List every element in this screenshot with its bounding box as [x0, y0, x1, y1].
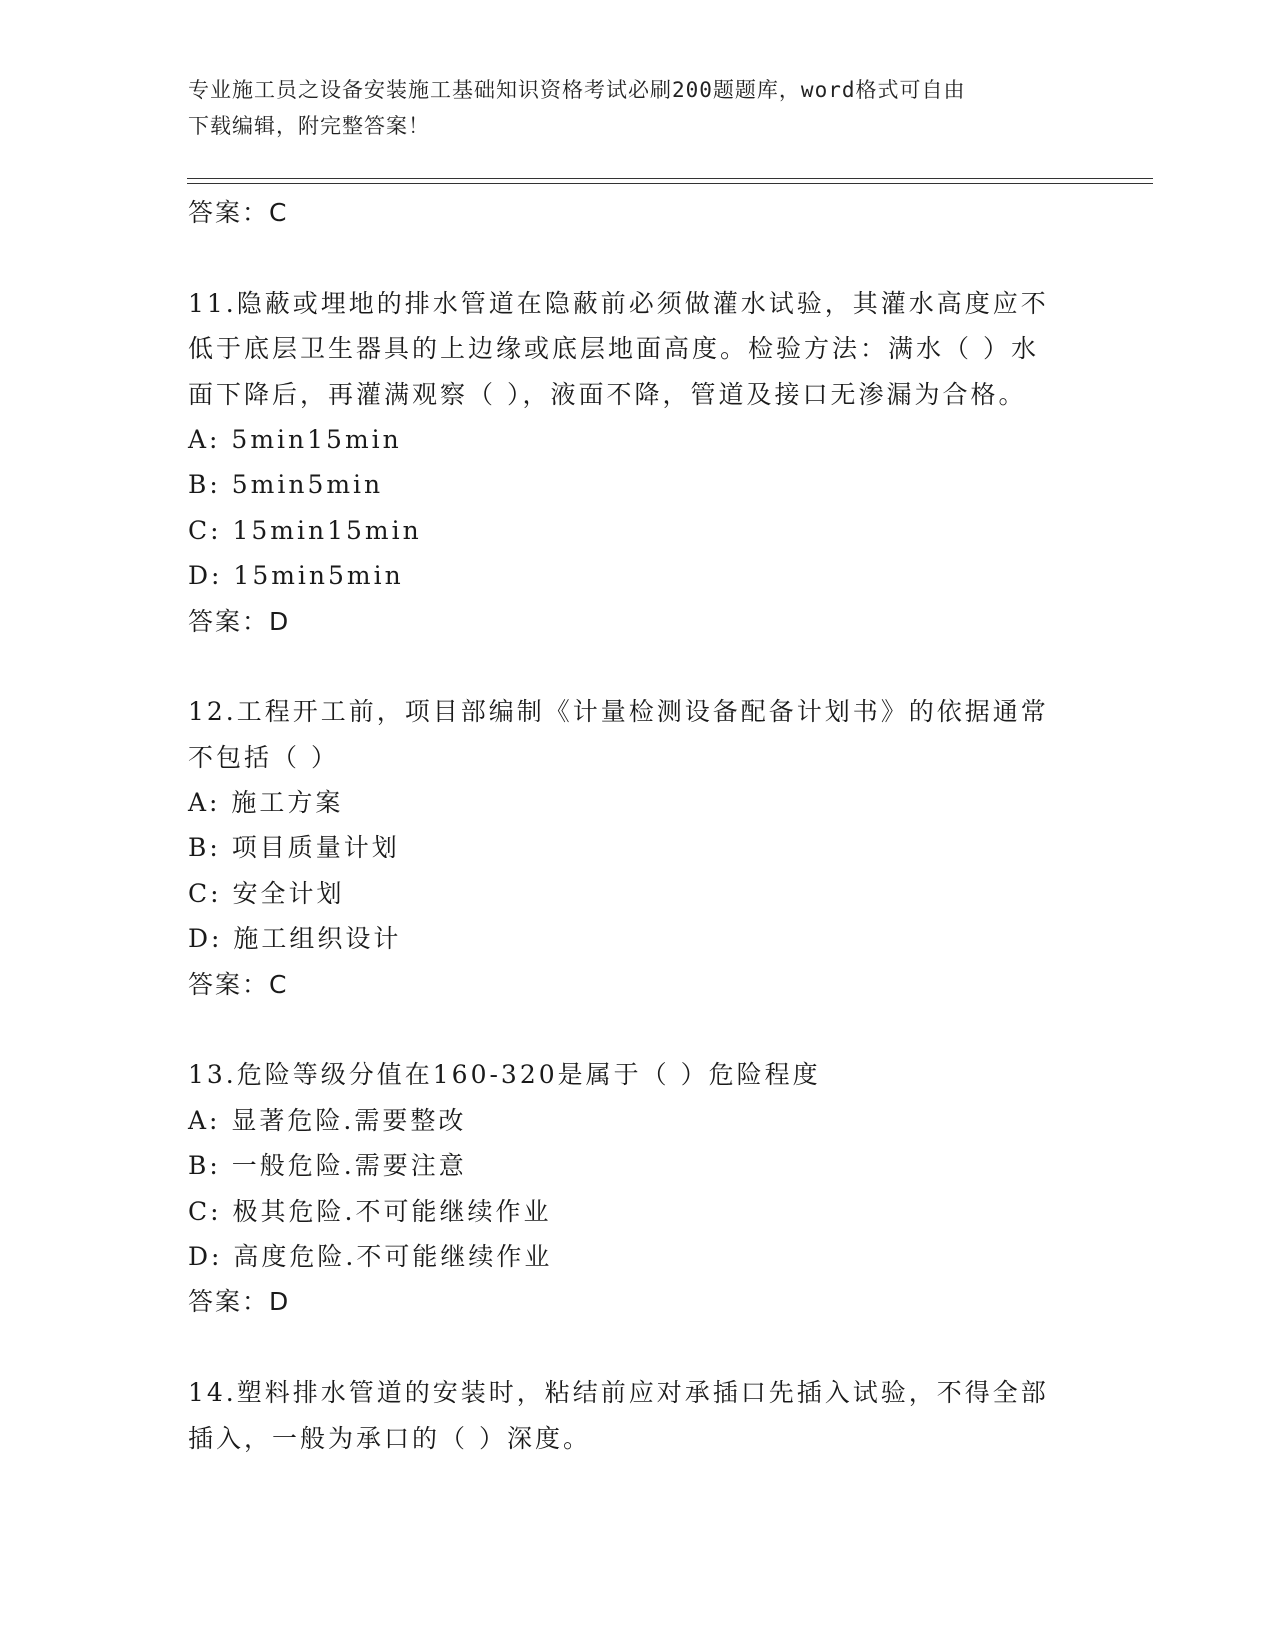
option-b: B: 一般危险.需要注意 — [188, 1151, 467, 1181]
spacer — [188, 1325, 1088, 1370]
option-a: A: 显著危险.需要整改 — [188, 1105, 467, 1135]
question-14 — [188, 1370, 1088, 1461]
header-line-2: 下载编辑，附完整答案！ — [188, 114, 430, 138]
document-body — [188, 190, 1088, 1461]
header-divider-top — [187, 178, 1153, 179]
answer: 答案：D — [188, 1287, 291, 1317]
answer: 答案：D — [188, 606, 291, 636]
question-text: 面下降后，再灌满观察（ ），液面不降，管道及接口无渗漏为合格。 — [188, 379, 1027, 409]
option-c: C: 极其危险.不可能继续作业 — [188, 1196, 552, 1226]
spacer — [188, 644, 1088, 689]
answer: 答案：C — [188, 969, 289, 999]
option-c: C: 15min15min — [188, 515, 422, 545]
document-header — [188, 72, 1088, 144]
option-d: D: 施工组织设计 — [188, 924, 402, 954]
option-d: D: 高度危险.不可能继续作业 — [188, 1241, 553, 1271]
question-13 — [188, 1052, 1088, 1324]
question-11 — [188, 281, 1088, 644]
spacer — [188, 235, 1088, 280]
header-line-1: 专业施工员之设备安装施工基础知识资格考试必刷200题题库，word格式可自由 — [188, 78, 966, 102]
previous-answer: 答案：C — [188, 198, 289, 227]
option-c: C: 安全计划 — [188, 878, 345, 908]
question-text: 不包括（ ） — [188, 742, 339, 772]
option-a: A: 施工方案 — [188, 788, 344, 818]
option-d: D: 15min5min — [188, 561, 404, 591]
header-divider-bottom — [187, 183, 1153, 184]
question-text: 低于底层卫生器具的上边缘或底层地面高度。检验方法：满水（ ）水 — [188, 334, 1039, 364]
option-b: B: 项目质量计划 — [188, 833, 400, 863]
option-b: B: 5min5min — [188, 470, 384, 500]
question-text: 13.危险等级分值在160-320是属于（ ）危险程度 — [188, 1060, 821, 1090]
option-a: A: 5min15min — [188, 424, 402, 454]
question-text: 12.工程开工前，项目部编制《计量检测设备配备计划书》的依据通常 — [188, 697, 1049, 727]
question-text: 14.塑料排水管道的安装时，粘结前应对承插口先插入试验，不得全部 — [188, 1378, 1049, 1408]
question-text: 插入，一般为承口的（ ）深度。 — [188, 1423, 591, 1453]
question-text: 11.隐蔽或埋地的排水管道在隐蔽前必须做灌水试验，其灌水高度应不 — [188, 288, 1049, 318]
question-12 — [188, 689, 1088, 1007]
spacer — [188, 1007, 1088, 1052]
